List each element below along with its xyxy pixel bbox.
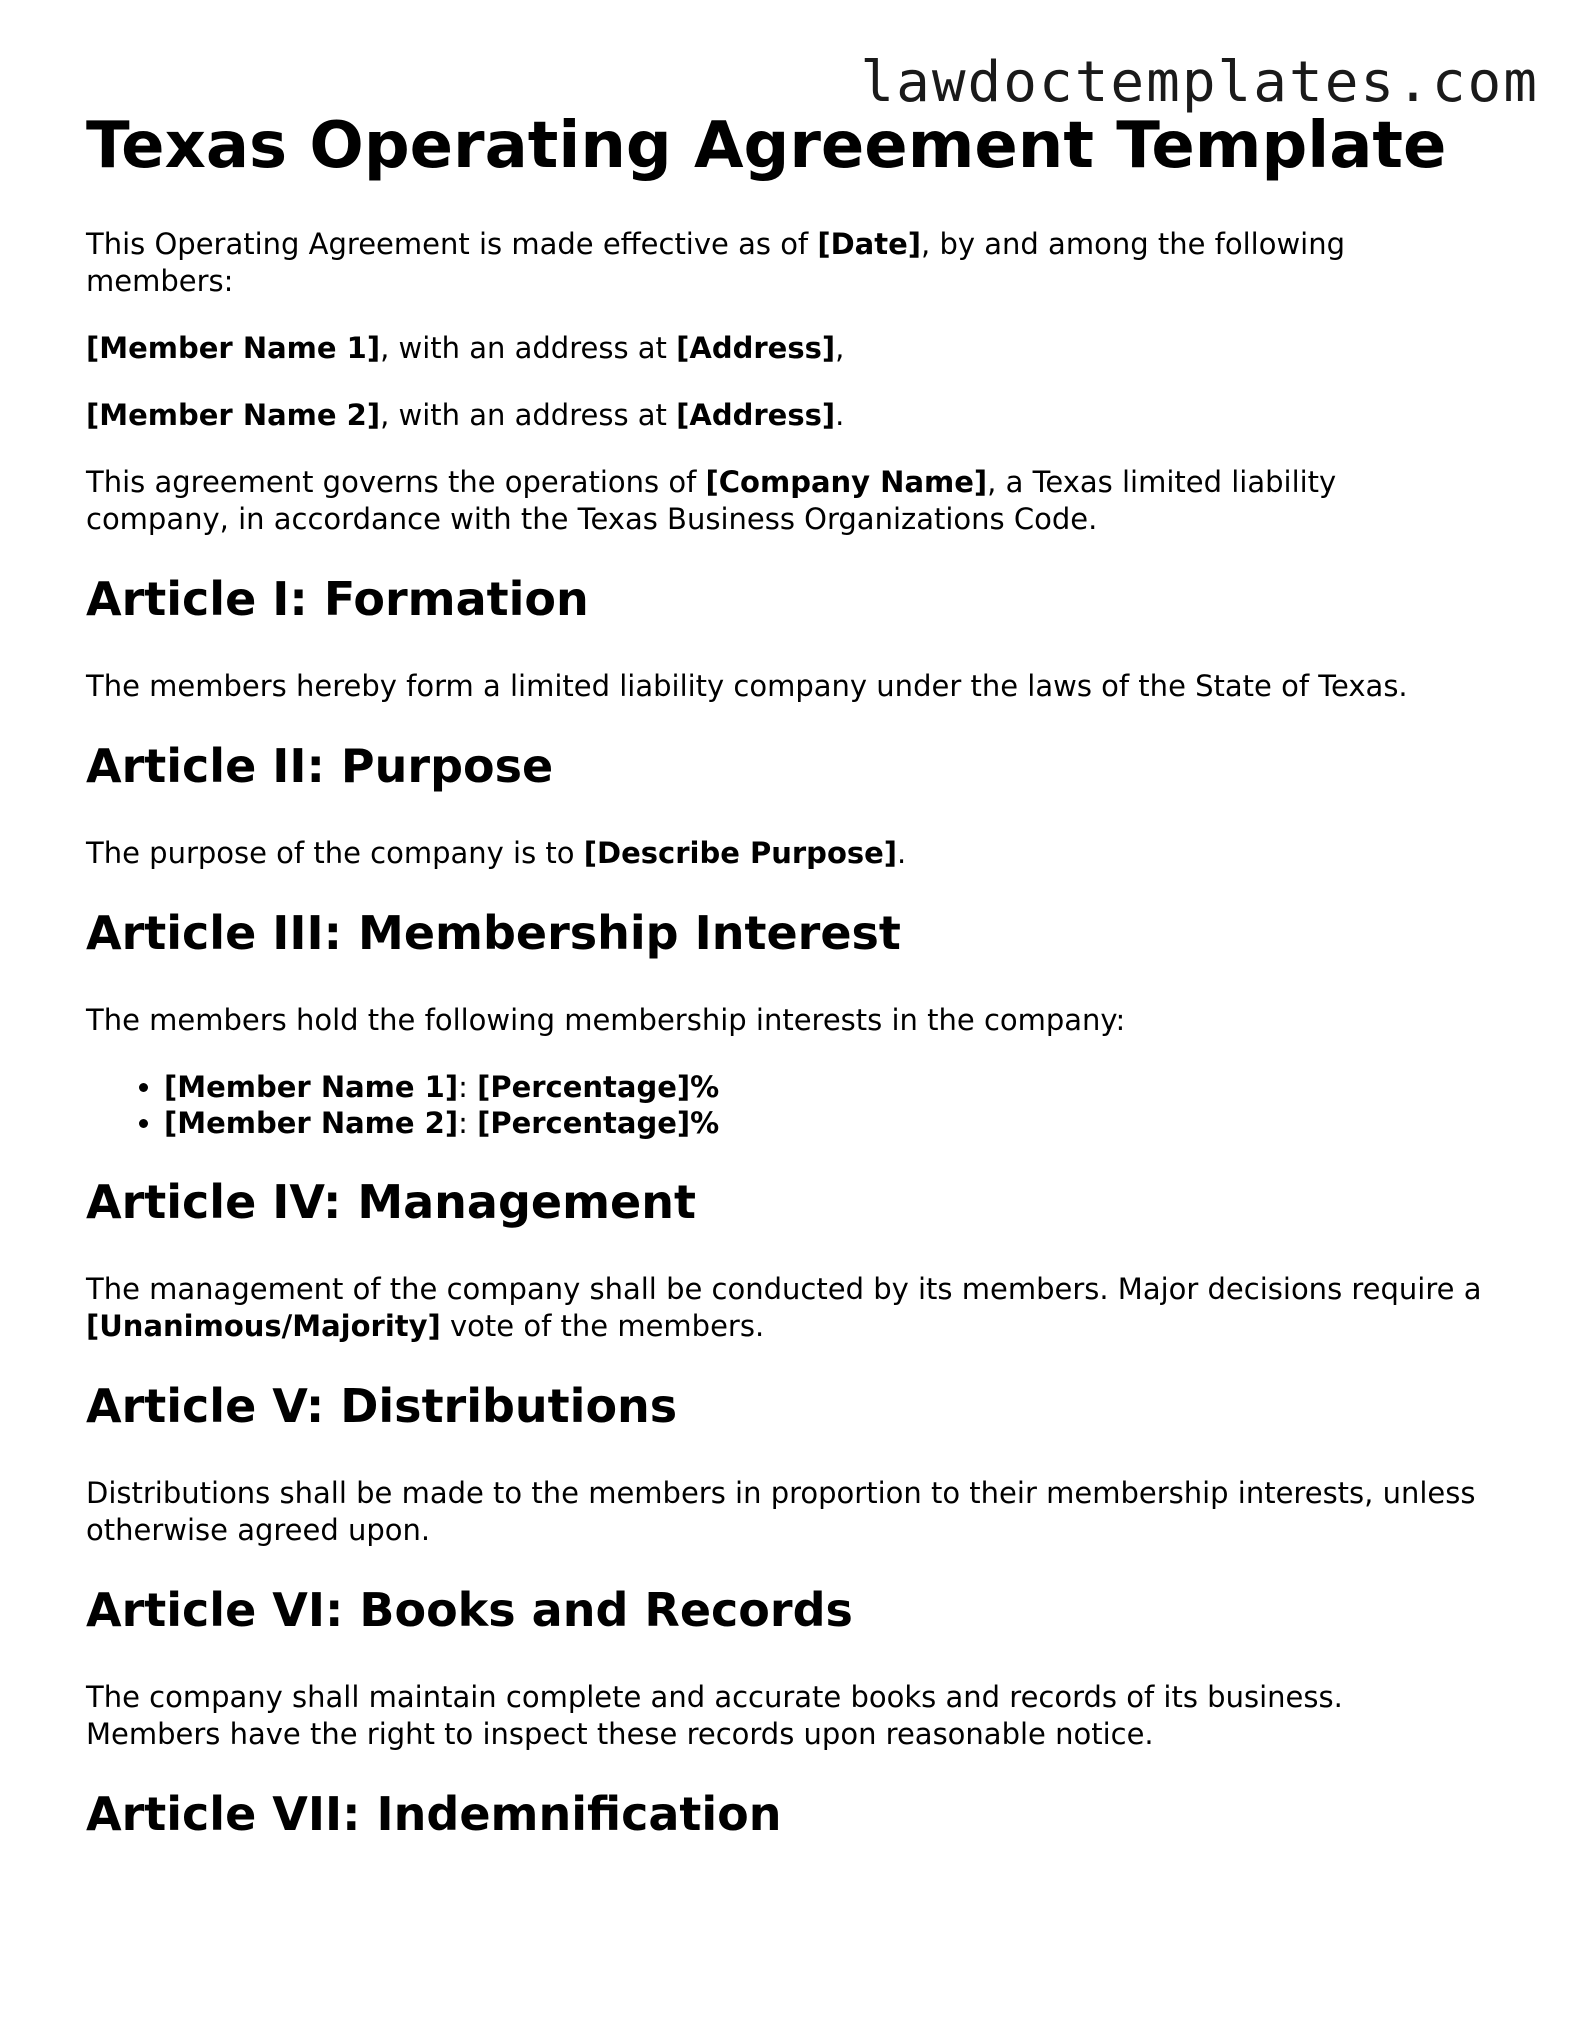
governance-paragraph: This agreement governs the operations of [Company Name], a Texas limited liability company, in accordance with the Texas Business Organizations Code. <box>86 465 1337 536</box>
article-7-heading: Article VII: Indemnification <box>86 1787 782 1841</box>
article-1-text: The members hereby form a limited liability company under the laws of the State of Texas. <box>86 669 1408 703</box>
watermark: lawdoctemplates.com <box>860 50 1539 115</box>
member-1-address: [Address] <box>676 331 836 365</box>
member-1-line: [Member Name 1], with an address at [Address], <box>86 331 845 365</box>
document-title: Texas Operating Agreement Template <box>86 109 1447 183</box>
member-2-name: [Member Name 2] <box>86 398 381 432</box>
purpose-placeholder: [Describe Purpose] <box>583 836 898 870</box>
article-4-text: The management of the company shall be conducted by its members. Major decisions require a [Unanimous/Majority] vote of the members. <box>86 1272 1482 1343</box>
date-placeholder: [Date] <box>817 227 922 261</box>
document <box>86 108 1486 1883</box>
member-2-line: [Member Name 2], with an address at [Address]. <box>86 398 845 432</box>
list-item: • [Member Name 2]: [Percentage]% <box>164 1105 1486 1141</box>
article-5-text: Distributions shall be made to the members in proportion to their membership interests, unless otherwise agreed upon. <box>86 1476 1476 1547</box>
intro-paragraph: This Operating Agreement is made effective as of [Date], by and among the following members: <box>86 227 1346 298</box>
member-1-name: [Member Name 1] <box>86 331 381 365</box>
article-3-text: The members hold the following membership interests in the company: <box>86 1003 1126 1037</box>
vote-type-placeholder: [Unanimous/Majority] <box>86 1309 441 1343</box>
article-2-heading: Article II: Purpose <box>86 739 554 793</box>
article-5-heading: Article V: Distributions <box>86 1379 678 1433</box>
membership-list <box>86 1069 1486 1141</box>
article-1-heading: Article I: Formation <box>86 572 589 626</box>
list-item: • [Member Name 1]: [Percentage]% <box>164 1069 1486 1105</box>
article-4-heading: Article IV: Management <box>86 1175 696 1229</box>
article-3-heading: Article III: Membership Interest <box>86 906 901 960</box>
member-2-address: [Address] <box>676 398 836 432</box>
article-6-heading: Article VI: Books and Records <box>86 1583 853 1637</box>
company-name-placeholder: [Company Name] <box>705 465 988 499</box>
article-2-text: The purpose of the company is to [Describe Purpose]. <box>86 836 907 870</box>
article-6-text: The company shall maintain complete and accurate books and records of its business. Members have the right to inspect these records upon reasonable notice. <box>86 1680 1343 1751</box>
